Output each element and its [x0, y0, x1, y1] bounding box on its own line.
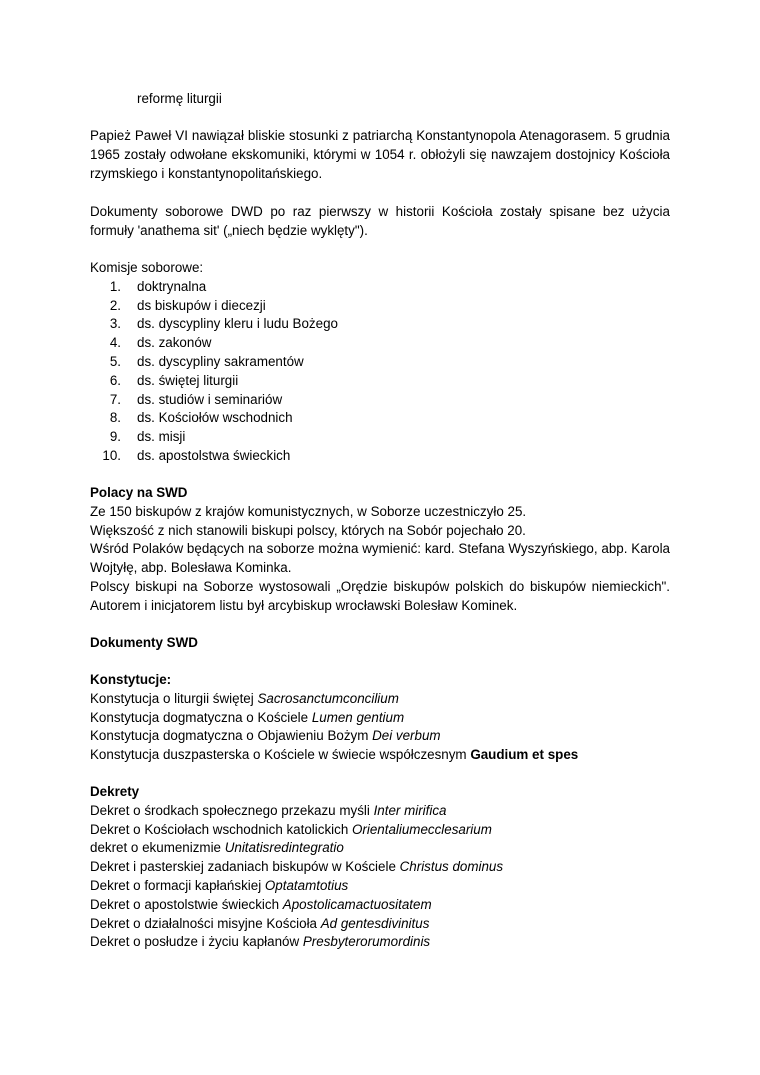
list-number: 8. — [109, 410, 121, 426]
dekret-text: Dekret o Kościołach wschodnich katolickich — [90, 821, 352, 837]
list-item — [90, 334, 670, 353]
list-item — [90, 409, 670, 428]
dekret-title: Christus dominus — [399, 859, 504, 875]
list-item — [90, 315, 670, 334]
list-item — [90, 353, 670, 372]
list-item — [90, 858, 670, 877]
list-item-text: doktrynalna — [137, 278, 207, 294]
list-item — [90, 802, 670, 821]
list-number: 4. — [109, 335, 121, 351]
list-item-text: ds biskupów i diecezji — [137, 297, 266, 313]
list-number: 3. — [109, 316, 121, 332]
intro-text: reformę liturgii — [137, 91, 222, 106]
konstytucja-title: Gaudium et spes — [470, 747, 579, 763]
dekret-text: Dekret i pasterskiej zadaniach biskupów w Kościele — [90, 859, 400, 875]
dekret-title: Orientaliumecclesarium — [351, 821, 492, 837]
list-number: 10. — [102, 447, 121, 463]
list-item-text: ds. Kościołów wschodnich — [137, 410, 293, 426]
paragraph-documents-text: Dokumenty soborowe DWD po raz pierwszy w historii Kościoła zostały spisane bez użycia formuły 'anathema sit' („niech będzie wyklęty"). — [90, 204, 670, 238]
list-item — [90, 821, 670, 840]
dekret-text: Dekret o środkach społecznego przekazu myśli — [90, 802, 374, 818]
list-number: 1. — [109, 278, 121, 294]
konstytucja-text: Konstytucja o liturgii świętej — [90, 690, 258, 706]
list-item — [90, 709, 670, 728]
list-number: 2. — [109, 297, 121, 313]
paragraph-pope — [90, 127, 670, 183]
list-number: 5. — [109, 353, 121, 369]
list-item-text: ds. studiów i seminariów — [137, 391, 283, 407]
list-item-text: ds. dyscypliny sakramentów — [137, 353, 304, 369]
konstytucje-heading: Konstytucje: — [90, 672, 172, 687]
list-number: 9. — [109, 429, 121, 445]
konstytucja-title: Dei verbum — [372, 728, 441, 744]
list-item-text: ds. apostolstwa świeckich — [137, 447, 291, 463]
list-item — [90, 839, 670, 858]
dekret-title: Apostolicamactuositatem — [282, 896, 432, 912]
list-item — [90, 297, 670, 316]
list-item — [90, 447, 670, 466]
intro-line — [137, 90, 677, 109]
list-item — [90, 278, 670, 297]
list-item-text: ds. misji — [137, 429, 186, 445]
dekret-title: Presbyterorumordinis — [302, 934, 431, 950]
dekret-text: dekret o ekumenizmie — [90, 840, 225, 856]
list-number: 6. — [109, 372, 121, 388]
list-number: 7. — [109, 391, 121, 407]
polacy-line-2: Większość z nich stanowili biskupi polscy, których na Sobór pojechało 20. — [90, 522, 526, 538]
documents-heading-block — [90, 634, 670, 653]
list-item — [90, 877, 670, 896]
commissions-heading: Komisje soborowe: — [90, 260, 204, 275]
dekrety-section — [90, 783, 670, 952]
list-item — [90, 727, 670, 746]
paragraph-documents — [90, 203, 670, 241]
polacy-line-4: Polscy biskupi na Soborze wystosowali „Orędzie biskupów polskich do biskupów niemieckich". Autorem i inicjatorem listu był arcybiskup wrocławski Bolesław Kominek. — [90, 578, 670, 613]
documents-heading: Dokumenty SWD — [90, 635, 198, 650]
konstytucja-title: Lumen gentium — [311, 709, 405, 725]
dekret-title: Optatamtotius — [264, 877, 349, 893]
list-item — [90, 746, 670, 765]
list-item — [90, 690, 670, 709]
polacy-heading: Polacy na SWD — [90, 485, 188, 500]
polacy-line-3: Wśród Polaków będących na soborze można wymienić: kard. Stefana Wyszyńskiego, abp. Karola Wojtyłę, abp. Bolesława Kominka. — [90, 541, 670, 576]
dekret-text: Dekret o posłudze i życiu kapłanów — [90, 934, 303, 950]
list-item — [90, 428, 670, 447]
list-item — [90, 391, 670, 410]
dekret-title: Unitatisredintegratio — [224, 840, 344, 856]
list-item — [90, 915, 670, 934]
dekret-text: Dekret o formacji kapłańskiej — [90, 877, 265, 893]
konstytucje-section — [90, 671, 670, 765]
commissions-section — [90, 259, 670, 466]
dekret-text: Dekret o działalności misyjne Kościoła — [90, 915, 321, 931]
konstytucja-title: Sacrosanctumconcilium — [257, 690, 399, 706]
list-item — [90, 896, 670, 915]
dekrety-heading: Dekrety — [90, 784, 140, 799]
list-item-text: ds. świętej liturgii — [137, 372, 239, 388]
list-item-text: ds. dyscypliny kleru i ludu Bożego — [137, 316, 338, 332]
konstytucja-text: Konstytucja dogmatyczna o Objawieniu Bożym — [90, 728, 373, 744]
list-item — [90, 933, 670, 952]
paragraph-pope-text: Papież Paweł VI nawiązał bliskie stosunki z patriarchą Konstantynopola Atenagorasem. 5 grudnia 1965 zostały odwołane ekskomuniki, którymi w 1054 r. obłożyli się nawzajem dostojnicy Kościoła rzymskiego i konstantynopolitańskiego. — [90, 128, 670, 181]
konstytucja-text: Konstytucja duszpasterska o Kościele w świecie współczesnym — [90, 747, 471, 763]
dekret-title: Ad gentesdivinitus — [320, 915, 430, 931]
polacy-line-1: Ze 150 biskupów z krajów komunistycznych, w Soborze uczestniczyło 25. — [90, 503, 527, 519]
list-item-text: ds. zakonów — [137, 335, 212, 351]
dekret-text: Dekret o apostolstwie świeckich — [90, 896, 283, 912]
konstytucja-text: Konstytucja dogmatyczna o Kościele — [90, 709, 312, 725]
dekret-title: Inter mirifica — [373, 802, 447, 818]
list-item — [90, 372, 670, 391]
polacy-section — [90, 484, 670, 616]
commissions-list — [90, 278, 670, 466]
